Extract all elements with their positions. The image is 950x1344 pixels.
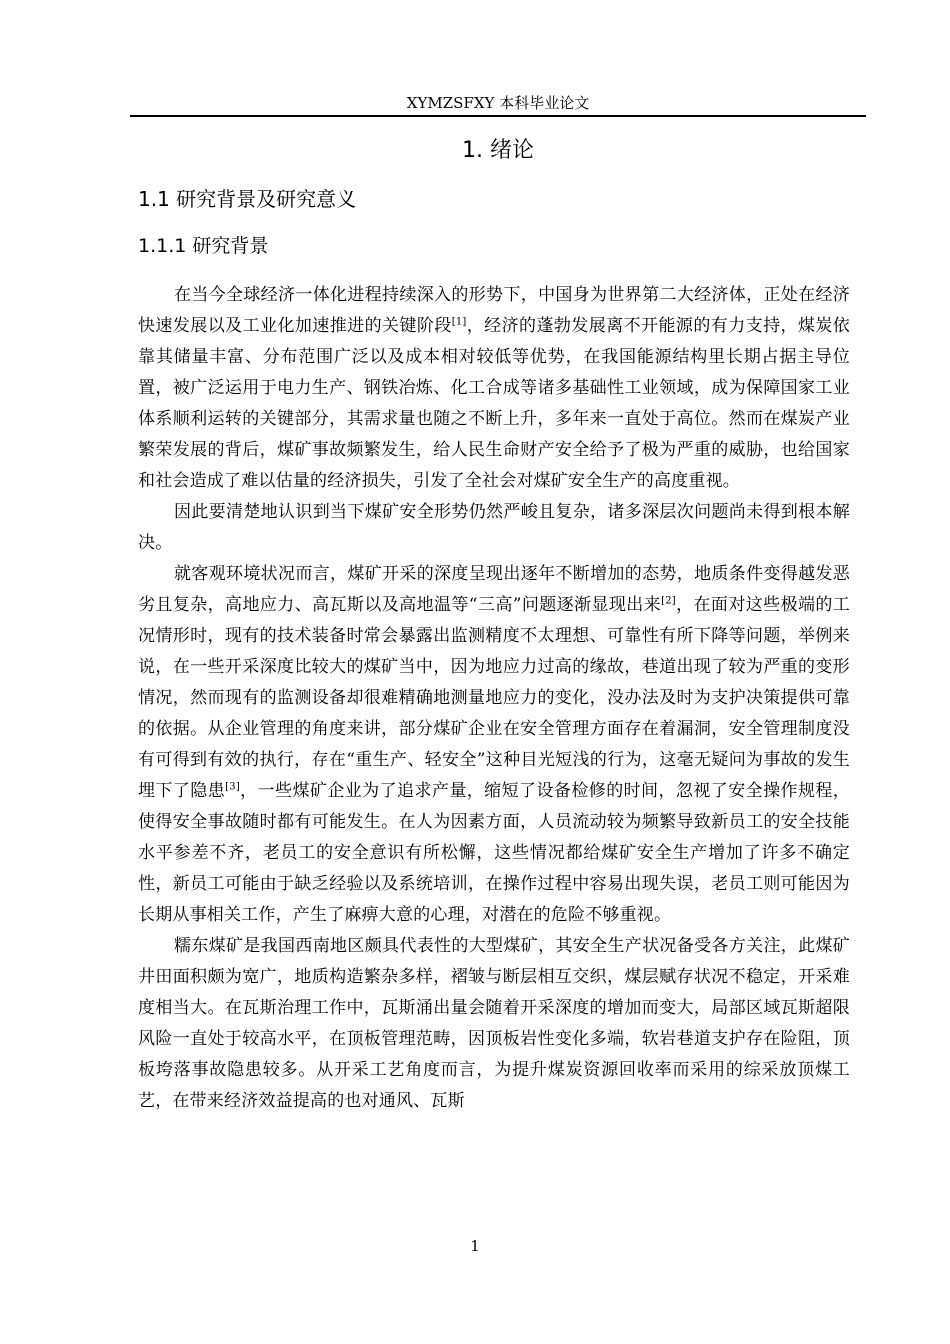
paragraph-text: ，一些煤矿企业为了追求产量，缩短了设备检修的时间，忽视了安全操作规程，使得安全事故随时都有可能发生。在人为因素方面，人员流动较为频繁导致新员工的安全技能水平参差不齐，老员工的安全意识有所松懈，这些情况都给煤矿安全生产增加了许多不确定性，新员工可能由于缺乏经验以及系统培训，在操作过程中容易出现失误，老员工则可能因为长期从事相关工作，产生了麻痹大意的心理，对潜在的危险不够重视。	[138, 781, 851, 925]
body-text	[138, 280, 850, 1117]
citation-ref: [2]	[661, 595, 676, 607]
paragraph-text: 就客观环境状况而言，煤矿开采的深度呈现出逐年不断增加的态势，地质条件变得越发恶劣且复杂，高地应力、高瓦斯以及高地温等“三高”问题逐渐显现出来	[138, 564, 850, 615]
subsection-title: 1.1.1 研究背景	[138, 235, 269, 257]
section-title: 1.1 研究背景及研究意义	[138, 187, 357, 211]
citation-ref: [3]	[225, 781, 240, 793]
page-number: 1	[470, 1237, 480, 1255]
paragraph	[138, 559, 850, 931]
running-header: XYMZSFXY 本科毕业论文	[406, 94, 590, 112]
paragraph	[138, 280, 850, 497]
paragraph	[138, 931, 850, 1117]
paragraph-text: 糯东煤矿是我国西南地区颇具代表性的大型煤矿，其安全生产状况备受各方关注，此煤矿井田面积颇为宽广，地质构造繁杂多样，褶皱与断层相互交织，煤层赋存状况不稳定，开采难度相当大。在瓦斯治理工作中，瓦斯涌出量会随着开采深度的增加而变大，局部区域瓦斯超限风险一直处于较高水平，在顶板管理范畴，因顶板岩性变化多端，软岩巷道支护存在险阻，顶板垮落事故隐患较多。从开采工艺角度而言，为提升煤炭资源回收率而采用的综采放顶煤工艺，在带来经济效益提高的也对通风、瓦斯	[138, 936, 850, 1111]
chapter-title: 1. 绪论	[462, 138, 534, 163]
citation-ref: [1]	[451, 316, 467, 328]
paragraph-text: ，在面对这些极端的工况情形时，现有的技术装备时常会暴露出监测精度不太理想、可靠性有所下降等问题，举例来说，在一些开采深度比较大的煤矿当中，因为地应力过高的缘故，巷道出现了较为严重的变形情况，然而现有的监测设备却很难精确地测量地应力的变化，没办法及时为支护决策提供可靠的依据。从企业管理的角度来讲，部分煤矿企业在安全管理方面存在着漏洞，安全管理制度没有可得到有效的执行，存在“重生产、轻安全”这种目光短浅的行为，这毫无疑问为事故的发生埋下了隐患	[138, 595, 850, 801]
paragraph-text: 因此要清楚地认识到当下煤矿安全形势仍然严峻且复杂，诸多深层次问题尚未得到根本解决。	[138, 502, 850, 553]
header-rule	[130, 115, 866, 117]
paragraph	[138, 497, 850, 559]
paragraph-text: ，经济的蓬勃发展离不开能源的有力支持，煤炭依靠其储量丰富、分布范围广泛以及成本相对较低等优势，在我国能源结构里长期占据主导位置，被广泛运用于电力生产、钢铁冶炼、化工合成等诸多基础性工业领域，成为保障国家工业体系顺利运转的关键部分，其需求量也随之不断上升，多年来一直处于高位。然而在煤炭产业繁荣发展的背后，煤矿事故频繁发生，给人民生命财产安全给予了极为严重的威胁，也给国家和社会造成了难以估量的经济损失，引发了全社会对煤矿安全生产的高度重视。	[138, 316, 850, 491]
paragraph-text: 在当今全球经济一体化进程持续深入的形势下，中国身为世界第二大经济体，正处在经济快速发展以及工业化加速推进的关键阶段	[138, 285, 850, 336]
